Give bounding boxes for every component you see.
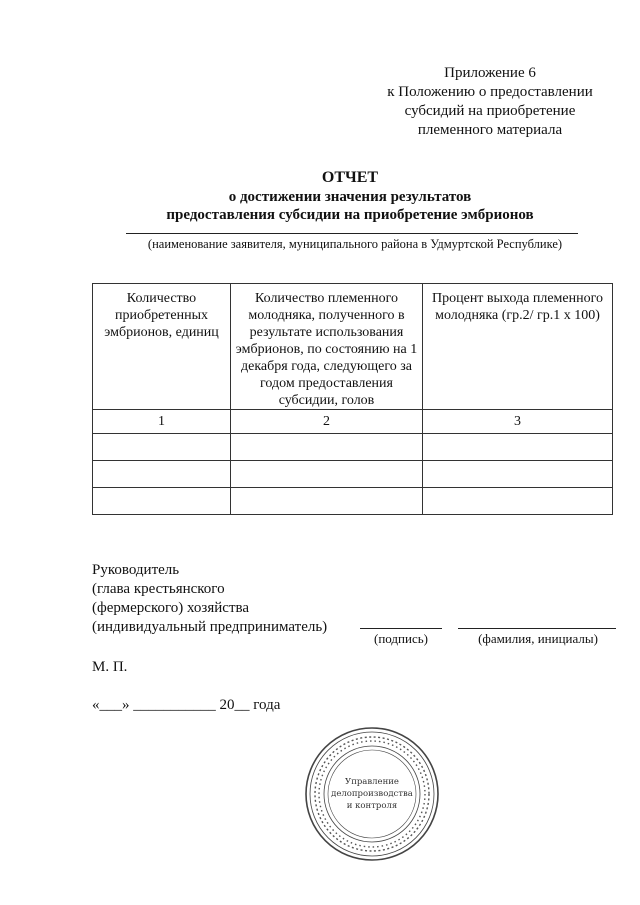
table-cell[interactable]	[93, 461, 231, 488]
applicant-caption: (наименование заявителя, муниципального района в Удмуртской Республике)	[147, 237, 563, 251]
table-cell[interactable]	[93, 434, 231, 461]
official-stamp	[302, 724, 442, 864]
title-line-3: предоставления субсидии на приобретение эмбрионов	[166, 207, 534, 223]
table-cell[interactable]	[231, 488, 423, 515]
table-row	[93, 461, 613, 488]
table-cell[interactable]	[231, 434, 423, 461]
appendix-line-2: к Положению о предоставлении	[387, 84, 593, 100]
table-cell[interactable]	[423, 461, 613, 488]
signatory-line-4: (индивидуальный предприниматель)	[92, 619, 328, 635]
stamp-text-3: и контроля	[346, 801, 398, 811]
signature-field-line[interactable]	[360, 628, 442, 629]
name-caption: (фамилия, инициалы)	[478, 631, 598, 646]
table-header-row	[93, 284, 613, 410]
appendix-line-1: Приложение 6	[444, 65, 536, 81]
appendix-line-3: субсидий на приобретение	[404, 103, 576, 119]
table-cell[interactable]	[231, 461, 423, 488]
header-cell-2: Количество племенного молодняка, полученного в результате использования эмбрионов, по состоянию на 1 декабря года, следующего за годом предоставления субсидии, голов	[231, 284, 423, 410]
title-main: ОТЧЕТ	[321, 169, 379, 186]
report-title	[90, 168, 610, 224]
signatory-line-3: (фермерского) хозяйства	[92, 600, 250, 616]
column-number-2: 2	[231, 410, 423, 434]
column-number-row	[93, 410, 613, 434]
report-table	[92, 283, 613, 515]
appendix-header	[370, 64, 610, 140]
table-cell[interactable]	[423, 488, 613, 515]
stamp-text-2: делопроизводства	[331, 789, 413, 799]
title-line-2: о достижении значения результатов	[228, 189, 472, 205]
signatory-line-2: (глава крестьянского	[92, 581, 225, 597]
signatory-block	[92, 561, 327, 637]
header-cell-3: Процент выхода племенного молодняка (гр.2/ гр.1 х 100)	[423, 284, 613, 410]
table-cell[interactable]	[423, 434, 613, 461]
date-line: «___» ___________ 20__ года	[92, 697, 281, 713]
name-field-line[interactable]	[458, 628, 616, 629]
table-row	[93, 488, 613, 515]
appendix-line-4: племенного материала	[417, 122, 563, 138]
applicant-name-line	[126, 233, 578, 234]
signature-caption: (подпись)	[374, 631, 428, 646]
header-cell-1: Количество приобретенных эмбрионов, единиц	[93, 284, 231, 410]
stamp-text-1: Управление	[345, 777, 399, 787]
column-number-1: 1	[93, 410, 231, 434]
table-row	[93, 434, 613, 461]
column-number-3: 3	[423, 410, 613, 434]
seal-place-label: М. П.	[92, 659, 128, 675]
table-cell[interactable]	[93, 488, 231, 515]
signatory-line-1: Руководитель	[92, 562, 180, 578]
